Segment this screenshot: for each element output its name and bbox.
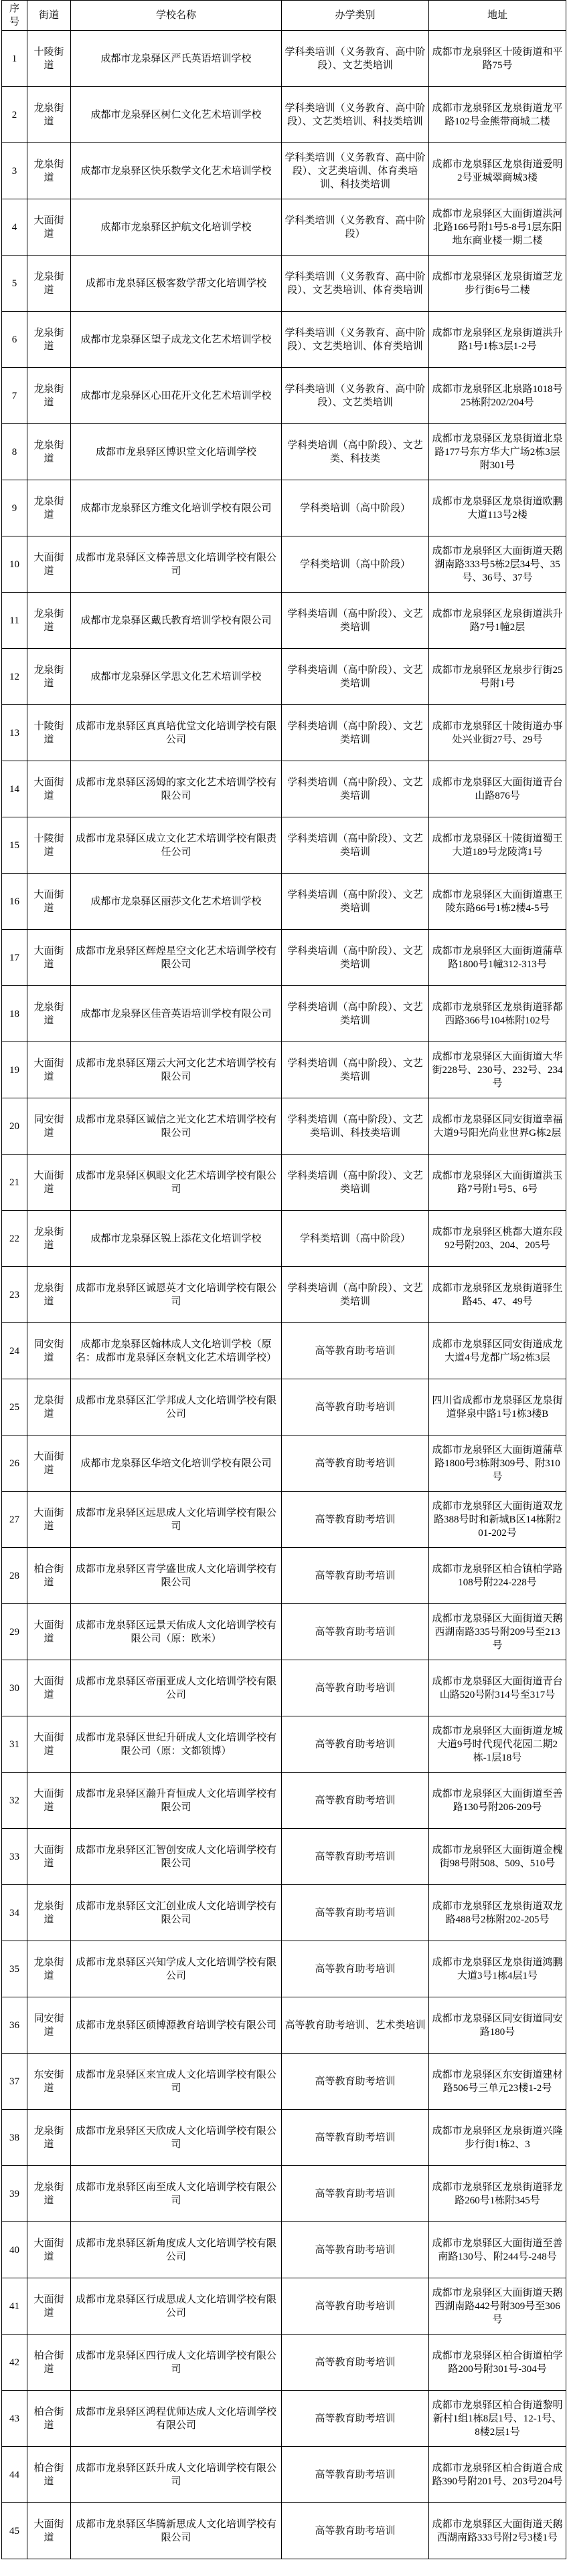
table-row (2, 1885, 566, 1941)
cell-category: 高等教育助考培训 (282, 2335, 429, 2391)
cell-index: 41 (2, 2278, 27, 2335)
cell-index: 20 (2, 1098, 27, 1155)
cell-street: 大面街道 (27, 874, 71, 930)
cell-address: 成都市龙泉驿区龙泉街道洪升路1号1栋3层1-2号 (429, 312, 566, 368)
cell-category: 高等教育助考培训 (282, 1885, 429, 1941)
table-row (2, 649, 566, 705)
cell-street: 龙泉街道 (27, 143, 71, 199)
cell-address: 成都市龙泉驿区十陵街道蜀王大道189号龙陵湾1号 (429, 817, 566, 874)
cell-school-name: 成都市龙泉驿区天欣成人文化培训学校有限公司 (71, 2110, 282, 2166)
cell-index: 42 (2, 2335, 27, 2391)
cell-category: 高等教育助考培训 (282, 2447, 429, 2503)
cell-category: 学科类培训（高中阶段）、文艺类培训 (282, 986, 429, 1042)
cell-index: 6 (2, 312, 27, 368)
cell-index: 17 (2, 930, 27, 986)
cell-address: 成都市龙泉驿区大面街道双龙路388号时和新城B区14栋附201-202号 (429, 1492, 566, 1548)
cell-category: 高等教育助考培训 (282, 2391, 429, 2447)
table-row (2, 2054, 566, 2110)
cell-address: 成都市龙泉驿区龙泉街道鸿鹏大道3号1栋4层1号 (429, 1941, 566, 1997)
cell-index: 36 (2, 1997, 27, 2054)
cell-address: 成都市龙泉驿区十陵街道和平路75号 (429, 31, 566, 87)
cell-street: 龙泉街道 (27, 986, 71, 1042)
cell-school-name: 成都市龙泉驿区快乐数学文化艺术培训学校 (71, 143, 282, 199)
cell-school-name: 成都市龙泉驿区汤姆的家文化艺术培训学校有限公司 (71, 761, 282, 817)
cell-school-name: 成都市龙泉驿区行成思成人文化培训学校有限公司 (71, 2278, 282, 2335)
cell-category: 高等教育助考培训 (282, 1941, 429, 1997)
cell-street: 龙泉街道 (27, 1379, 71, 1435)
cell-index: 32 (2, 1773, 27, 1829)
table-row (2, 2391, 566, 2447)
cell-category: 学科类培训（高中阶段）、文艺类培训 (282, 649, 429, 705)
cell-address: 成都市龙泉驿区大面街道至善路130号附206-209号 (429, 1773, 566, 1829)
cell-category: 高等教育助考培训 (282, 2503, 429, 2559)
cell-category: 学科类培训（高中阶段）、文艺类、科技类 (282, 424, 429, 480)
cell-street: 同安街道 (27, 1098, 71, 1155)
cell-index: 7 (2, 368, 27, 424)
cell-street: 大面街道 (27, 2503, 71, 2559)
cell-street: 东安街道 (27, 2054, 71, 2110)
cell-category: 学科类培训（义务教育、高中阶段）、文艺类培训 (282, 368, 429, 424)
cell-category: 高等教育助考培训 (282, 1660, 429, 1716)
cell-index: 45 (2, 2503, 27, 2559)
table-row (2, 817, 566, 874)
cell-category: 高等教育助考培训 (282, 1548, 429, 1604)
table-row (2, 1829, 566, 1885)
cell-address: 成都市龙泉驿区龙泉街道双龙路488号2栋附202-205号 (429, 1885, 566, 1941)
table-row (2, 2278, 566, 2335)
table-row (2, 1997, 566, 2054)
cell-category: 学科类培训（高中阶段）、文艺类培训 (282, 761, 429, 817)
cell-category: 学科类培训（高中阶段）、文艺类培训 (282, 1155, 429, 1211)
cell-address: 成都市龙泉驿区龙泉街道洪升路7号1幢2层 (429, 593, 566, 649)
cell-school-name: 成都市龙泉驿区心田花开文化艺术培训学校 (71, 368, 282, 424)
cell-street: 十陵街道 (27, 705, 71, 761)
cell-street: 大面街道 (27, 1492, 71, 1548)
cell-index: 18 (2, 986, 27, 1042)
cell-school-name: 成都市龙泉驿区硕博源教育培训学校有限公司 (71, 1997, 282, 2054)
cell-index: 21 (2, 1155, 27, 1211)
cell-index: 27 (2, 1492, 27, 1548)
cell-address: 成都市龙泉驿区大面街道惠王陵东路66号1栋2楼4-5号 (429, 874, 566, 930)
cell-category: 高等教育助考培训 (282, 1435, 429, 1492)
cell-school-name: 成都市龙泉驿区汇智创安成人文化培训学校有限公司 (71, 1829, 282, 1885)
cell-school-name: 成都市龙泉驿区翰林成人文化培训学校（原名：成都市龙泉驿区奈帆文化艺术培训学校） (71, 1323, 282, 1379)
cell-school-name: 成都市龙泉驿区翔云大河文化艺术培训学校有限公司 (71, 1042, 282, 1098)
cell-category: 学科类培训（高中阶段） (282, 1211, 429, 1267)
cell-street: 龙泉街道 (27, 1941, 71, 1997)
cell-address: 成都市龙泉驿区大面街道蒲草路1800号1幢312-313号 (429, 930, 566, 986)
cell-school-name: 成都市龙泉驿区戴氏教育培训学校有限公司 (71, 593, 282, 649)
header-category: 办学类别 (282, 1, 429, 31)
header-index: 序号 (2, 1, 27, 31)
cell-school-name: 成都市龙泉驿区四行成人文化培训学校有限公司 (71, 2335, 282, 2391)
table-row (2, 2222, 566, 2278)
cell-address: 成都市龙泉驿区龙泉街道驿生路45、47、49号 (429, 1267, 566, 1323)
cell-school-name: 成都市龙泉驿区世纪升研成人文化培训学校有限公司（原：文都锁博） (71, 1716, 282, 1773)
table-row (2, 1323, 566, 1379)
table-row (2, 368, 566, 424)
cell-index: 5 (2, 256, 27, 312)
cell-school-name: 成都市龙泉驿区华腾新思成人文化培训学校有限公司 (71, 2503, 282, 2559)
cell-address: 成都市龙泉驿区龙泉街道芝龙步行街6号二楼 (429, 256, 566, 312)
table-row (2, 1435, 566, 1492)
cell-address: 成都市龙泉驿区大面街道青台山路876号 (429, 761, 566, 817)
cell-category: 学科类培训（高中阶段）、文艺类培训 (282, 930, 429, 986)
cell-street: 大面街道 (27, 1773, 71, 1829)
header-address: 地址 (429, 1, 566, 31)
cell-school-name: 成都市龙泉驿区诚信之光文化艺术培训学校有限公司 (71, 1098, 282, 1155)
cell-school-name: 成都市龙泉驿区辉煌星空文化艺术培训学校有限公司 (71, 930, 282, 986)
cell-address: 成都市龙泉驿区龙泉步行街25号附1号 (429, 649, 566, 705)
cell-address: 成都市龙泉驿区北泉路1018号25栋附202/204号 (429, 368, 566, 424)
header-school-name: 学校名称 (71, 1, 282, 31)
cell-category: 高等教育助考培训、艺术类培训 (282, 1997, 429, 2054)
cell-address: 成都市龙泉驿区龙泉街道爱明2号亚城翠商城3楼 (429, 143, 566, 199)
table-row (2, 1716, 566, 1773)
cell-school-name: 成都市龙泉驿区远思成人文化培训学校有限公司 (71, 1492, 282, 1548)
cell-school-name: 成都市龙泉驿区南至成人文化培训学校有限公司 (71, 2166, 282, 2222)
cell-address: 成都市龙泉驿区大面街道洪玉路7号附1号5、6号 (429, 1155, 566, 1211)
cell-street: 大面街道 (27, 930, 71, 986)
cell-address: 成都市龙泉驿区龙泉街道驿龙路260号1栋附345号 (429, 2166, 566, 2222)
cell-street: 大面街道 (27, 1660, 71, 1716)
cell-street: 大面街道 (27, 1716, 71, 1773)
cell-category: 学科类培训（高中阶段）、文艺类培训 (282, 593, 429, 649)
cell-category: 学科类培训（高中阶段）、文艺类培训、科技类培训 (282, 1098, 429, 1155)
cell-index: 43 (2, 2391, 27, 2447)
cell-index: 39 (2, 2166, 27, 2222)
cell-street: 柏合街道 (27, 2391, 71, 2447)
cell-index: 31 (2, 1716, 27, 1773)
cell-index: 15 (2, 817, 27, 874)
table-row (2, 1155, 566, 1211)
cell-address: 成都市龙泉驿区柏合街道合成路390号附201号、203号204号 (429, 2447, 566, 2503)
cell-school-name: 成都市龙泉驿区瀚升育恒成人文化培训学校有限公司 (71, 1773, 282, 1829)
table-row (2, 424, 566, 480)
cell-address: 成都市龙泉驿区柏合镇柏学路108号附224-228号 (429, 1548, 566, 1604)
cell-index: 33 (2, 1829, 27, 1885)
table-row (2, 1379, 566, 1435)
cell-school-name: 成都市龙泉驿区佳音英语培训学校有限公司 (71, 986, 282, 1042)
cell-school-name: 成都市龙泉驿区学思文化艺术培训学校 (71, 649, 282, 705)
cell-address: 成都市龙泉驿区龙泉街道龙平路102号金熊带商城二楼 (429, 87, 566, 143)
cell-address: 成都市龙泉驿区大面街道金槐街98号附508、509、510号 (429, 1829, 566, 1885)
table-row (2, 593, 566, 649)
cell-street: 龙泉街道 (27, 368, 71, 424)
cell-address: 成都市龙泉驿区柏合街道黎明新村1组1栋8层1号、12-1号、8楼2层1号 (429, 2391, 566, 2447)
cell-index: 44 (2, 2447, 27, 2503)
cell-address: 四川省成都市龙泉驿区龙泉街道驿泉中路1号1栋3楼B (429, 1379, 566, 1435)
cell-school-name: 成都市龙泉驿区来宜成人文化培训学校有限公司 (71, 2054, 282, 2110)
cell-street: 龙泉街道 (27, 87, 71, 143)
cell-school-name: 成都市龙泉驿区望子成龙文化艺术培训学校 (71, 312, 282, 368)
table-row (2, 1660, 566, 1716)
cell-address: 成都市龙泉驿区柏合街道柏学路200号附301号-304号 (429, 2335, 566, 2391)
cell-index: 22 (2, 1211, 27, 1267)
cell-street: 十陵街道 (27, 31, 71, 87)
cell-school-name: 成都市龙泉驿区兴知学成人文化培训学校有限公司 (71, 1941, 282, 1997)
cell-address: 成都市龙泉驿区东安街道建材路506号三单元23楼1-2号 (429, 2054, 566, 2110)
table-row (2, 761, 566, 817)
header-street: 街道 (27, 1, 71, 31)
cell-school-name: 成都市龙泉驿区远景天佑成人文化培训学校有限公司（原：欧米） (71, 1604, 282, 1660)
cell-street: 龙泉街道 (27, 1211, 71, 1267)
cell-index: 40 (2, 2222, 27, 2278)
cell-index: 14 (2, 761, 27, 817)
table-row (2, 705, 566, 761)
cell-street: 柏合街道 (27, 2447, 71, 2503)
table-row (2, 2166, 566, 2222)
cell-category: 高等教育助考培训 (282, 2054, 429, 2110)
cell-school-name: 成都市龙泉驿区青学盛世成人文化培训学校有限公司 (71, 1548, 282, 1604)
cell-category: 高等教育助考培训 (282, 1323, 429, 1379)
cell-street: 柏合街道 (27, 1548, 71, 1604)
cell-category: 高等教育助考培训 (282, 2166, 429, 2222)
table-header-row (2, 1, 566, 31)
table-row (2, 1941, 566, 1997)
cell-school-name: 成都市龙泉驿区文汇创业成人文化培训学校有限公司 (71, 1885, 282, 1941)
cell-index: 19 (2, 1042, 27, 1098)
cell-school-name: 成都市龙泉驿区树仁文化艺术培训学校 (71, 87, 282, 143)
cell-street: 大面街道 (27, 1829, 71, 1885)
cell-street: 龙泉街道 (27, 1885, 71, 1941)
cell-street: 同安街道 (27, 1323, 71, 1379)
cell-address: 成都市龙泉驿区大面街道大华街228号、230号、232号、234号 (429, 1042, 566, 1098)
cell-index: 23 (2, 1267, 27, 1323)
cell-category: 高等教育助考培训 (282, 1829, 429, 1885)
table-row (2, 930, 566, 986)
cell-category: 学科类培训（高中阶段）、文艺类培训 (282, 1042, 429, 1098)
cell-school-name: 成都市龙泉驿区帝丽亚成人文化培训学校有限公司 (71, 1660, 282, 1716)
cell-address: 成都市龙泉驿区同安街道成龙大道4号龙都广场2栋3层 (429, 1323, 566, 1379)
cell-category: 学科类培训（义务教育、高中阶段）、文艺类培训 (282, 31, 429, 87)
cell-category: 学科类培训（义务教育、高中阶段）、文艺类培训、体育类培训 (282, 312, 429, 368)
cell-school-name: 成都市龙泉驿区跃升成人文化培训学校有限公司 (71, 2447, 282, 2503)
table-row (2, 874, 566, 930)
table-row (2, 2447, 566, 2503)
cell-school-name: 成都市龙泉驿区诚恩英才文化培训学校有限公司 (71, 1267, 282, 1323)
cell-address: 成都市龙泉驿区大面街道天鹅西湖南路335号附209号至213号 (429, 1604, 566, 1660)
table-row (2, 199, 566, 256)
table-row (2, 2503, 566, 2559)
cell-street: 同安街道 (27, 1997, 71, 2054)
cell-street: 大面街道 (27, 2278, 71, 2335)
cell-street: 大面街道 (27, 761, 71, 817)
cell-category: 学科类培训（高中阶段） (282, 536, 429, 593)
cell-category: 高等教育助考培训 (282, 1492, 429, 1548)
cell-index: 35 (2, 1941, 27, 1997)
cell-index: 16 (2, 874, 27, 930)
table-row (2, 2335, 566, 2391)
cell-address: 成都市龙泉驿区大面街道至善南路130号、附244号-248号 (429, 2222, 566, 2278)
cell-address: 成都市龙泉驿区大面街道青台山路520号附314号至317号 (429, 1660, 566, 1716)
cell-index: 9 (2, 480, 27, 536)
cell-category: 学科类培训（义务教育、高中阶段） (282, 199, 429, 256)
cell-school-name: 成都市龙泉驿区严氏英语培训学校 (71, 31, 282, 87)
table-row (2, 480, 566, 536)
cell-category: 学科类培训（高中阶段）、文艺类培训 (282, 1267, 429, 1323)
cell-category: 学科类培训（高中阶段）、文艺类培训 (282, 874, 429, 930)
cell-school-name: 成都市龙泉驿区文棒善思文化培训学校有限公司 (71, 536, 282, 593)
cell-school-name: 成都市龙泉驿区成立文化艺术培训学校有限责任公司 (71, 817, 282, 874)
cell-street: 龙泉街道 (27, 480, 71, 536)
cell-street: 大面街道 (27, 536, 71, 593)
cell-index: 3 (2, 143, 27, 199)
table-row (2, 256, 566, 312)
cell-category: 学科类培训（义务教育、高中阶段）、文艺类培训、科技类培训 (282, 87, 429, 143)
cell-school-name: 成都市龙泉驿区鸿程优师达成人文化培训学校有限公司 (71, 2391, 282, 2447)
cell-index: 38 (2, 2110, 27, 2166)
cell-street: 龙泉街道 (27, 424, 71, 480)
cell-category: 学科类培训（义务教育、高中阶段）、文艺类培训、体育类培训、科技类培训 (282, 143, 429, 199)
cell-index: 4 (2, 199, 27, 256)
cell-index: 1 (2, 31, 27, 87)
cell-address: 成都市龙泉驿区龙泉街道兴隆步行街1栋2、3 (429, 2110, 566, 2166)
cell-index: 10 (2, 536, 27, 593)
cell-category: 高等教育助考培训 (282, 1716, 429, 1773)
cell-address: 成都市龙泉驿区桃都大道东段92号附203、204、205号 (429, 1211, 566, 1267)
table-row (2, 87, 566, 143)
table-row (2, 1773, 566, 1829)
cell-school-name: 成都市龙泉驿区真真培优堂文化培训学校有限公司 (71, 705, 282, 761)
cell-index: 37 (2, 2054, 27, 2110)
table-row (2, 2110, 566, 2166)
cell-street: 柏合街道 (27, 2335, 71, 2391)
cell-index: 8 (2, 424, 27, 480)
cell-category: 学科类培训（高中阶段） (282, 480, 429, 536)
cell-street: 大面街道 (27, 1435, 71, 1492)
cell-school-name: 成都市龙泉驿区锐上添花文化培训学校 (71, 1211, 282, 1267)
table-row (2, 1098, 566, 1155)
cell-index: 12 (2, 649, 27, 705)
table-row (2, 1267, 566, 1323)
cell-address: 成都市龙泉驿区大面街道龙城大道9号时代现代花园二期2栋-1层18号 (429, 1716, 566, 1773)
cell-school-name: 成都市龙泉驿区博识堂文化培训学校 (71, 424, 282, 480)
table-row (2, 986, 566, 1042)
table-row (2, 536, 566, 593)
cell-street: 大面街道 (27, 1042, 71, 1098)
cell-index: 25 (2, 1379, 27, 1435)
cell-address: 成都市龙泉驿区大面街道蒲草路1800号3栋附309号、附310号 (429, 1435, 566, 1492)
cell-street: 龙泉街道 (27, 649, 71, 705)
cell-address: 成都市龙泉驿区大面街道天鹅湖南路333号5栋2层34号、35号、36号、37号 (429, 536, 566, 593)
cell-school-name: 成都市龙泉驿区极客数学帮文化培训学校 (71, 256, 282, 312)
cell-address: 成都市龙泉驿区十陵街道办事处兴业街27号、29号 (429, 705, 566, 761)
cell-address: 成都市龙泉驿区同安街道同安路180号 (429, 1997, 566, 2054)
cell-school-name: 成都市龙泉驿区方维文化培训学校有限公司 (71, 480, 282, 536)
cell-index: 34 (2, 1885, 27, 1941)
cell-street: 大面街道 (27, 1155, 71, 1211)
cell-category: 高等教育助考培训 (282, 2278, 429, 2335)
cell-school-name: 成都市龙泉驿区枫眼文化艺术培训学校有限公司 (71, 1155, 282, 1211)
cell-index: 26 (2, 1435, 27, 1492)
cell-school-name: 成都市龙泉驿区汇学邦成人文化培训学校有限公司 (71, 1379, 282, 1435)
cell-address: 成都市龙泉驿区大面街道天鹅西湖南路442号附309号至306号 (429, 2278, 566, 2335)
cell-address: 成都市龙泉驿区同安街道幸福大道9号阳光尚业世界G栋2层 (429, 1098, 566, 1155)
cell-address: 成都市龙泉驿区龙泉街道北泉路177号东方华大广场2栋3层附301号 (429, 424, 566, 480)
cell-address: 成都市龙泉驿区龙泉街道欧鹏大道113号2楼 (429, 480, 566, 536)
table-body (2, 31, 566, 2559)
cell-index: 13 (2, 705, 27, 761)
cell-street: 龙泉街道 (27, 593, 71, 649)
cell-category: 学科类培训（义务教育、高中阶段）、文艺类培训、体育类培训 (282, 256, 429, 312)
cell-street: 龙泉街道 (27, 2166, 71, 2222)
cell-school-name: 成都市龙泉驿区护航文化培训学校 (71, 199, 282, 256)
cell-address: 成都市龙泉驿区大面街道洪河北路166号附1号5-8号1层东阳地东商业楼一期二楼 (429, 199, 566, 256)
table-row (2, 1548, 566, 1604)
school-list-table (1, 0, 566, 2559)
cell-category: 高等教育助考培训 (282, 1379, 429, 1435)
cell-school-name: 成都市龙泉驿区丽莎文化艺术培训学校 (71, 874, 282, 930)
table-row (2, 1604, 566, 1660)
cell-category: 高等教育助考培训 (282, 2110, 429, 2166)
table-row (2, 31, 566, 87)
cell-category: 高等教育助考培训 (282, 1773, 429, 1829)
cell-index: 28 (2, 1548, 27, 1604)
cell-index: 24 (2, 1323, 27, 1379)
cell-category: 高等教育助考培训 (282, 1604, 429, 1660)
cell-category: 学科类培训（高中阶段）、文艺类培训 (282, 817, 429, 874)
table-row (2, 1492, 566, 1548)
cell-category: 高等教育助考培训 (282, 2222, 429, 2278)
cell-index: 30 (2, 1660, 27, 1716)
cell-street: 大面街道 (27, 199, 71, 256)
cell-index: 29 (2, 1604, 27, 1660)
cell-street: 大面街道 (27, 1604, 71, 1660)
cell-school-name: 成都市龙泉驿区华培文化培训学校有限公司 (71, 1435, 282, 1492)
table-row (2, 143, 566, 199)
cell-index: 11 (2, 593, 27, 649)
cell-street: 龙泉街道 (27, 1267, 71, 1323)
cell-address: 成都市龙泉驿区龙泉街道驿都西路366号104栋附102号 (429, 986, 566, 1042)
cell-street: 龙泉街道 (27, 256, 71, 312)
cell-street: 十陵街道 (27, 817, 71, 874)
table-row (2, 1042, 566, 1098)
table-row (2, 1211, 566, 1267)
cell-street: 龙泉街道 (27, 2110, 71, 2166)
cell-school-name: 成都市龙泉驿区新角度成人文化培训学校有限公司 (71, 2222, 282, 2278)
cell-street: 大面街道 (27, 2222, 71, 2278)
cell-street: 龙泉街道 (27, 312, 71, 368)
cell-index: 2 (2, 87, 27, 143)
table-row (2, 312, 566, 368)
cell-category: 学科类培训（高中阶段）、文艺类培训 (282, 705, 429, 761)
cell-address: 成都市龙泉驿区大面街道天鹅西湖南路333号附2号3楼1号 (429, 2503, 566, 2559)
